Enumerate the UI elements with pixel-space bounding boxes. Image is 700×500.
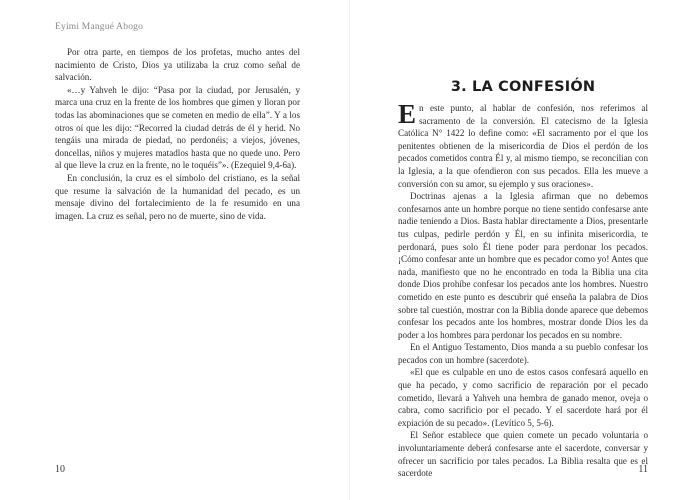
opening-paragraph-text: n este punto, al hablar de confesión, nos referimos al sacramento de la conversión. El catecismo de la Iglesia Católica N° 1422 lo define como: «El sacramento por el que los penitentes obtienen de la misericordia de Dios el perdón de los pecados cometidos contra Él y, al mismo tiempo, se reconcilian con la Iglesia, a la que ofendieron con sus pecados. Ella les mueve a conversión con su amor, su ejemplo y sus oraciones». [398, 103, 648, 189]
left-body-text [55, 46, 300, 222]
right-page [350, 0, 700, 500]
paragraph: En conclusión, la cruz es el símbolo del cristiano, es la señal que resume la salvación de la humanidad del pecado, es un mensaje divino del fortalecimiento de la fe resumido en una imagen. La cruz es señal, pero no de muerte, sino de vida. [55, 172, 300, 221]
paragraph: Doctrinas ajenas a la Iglesia afirman que no debemos confesarnos ante un hombre porque no tiene sentido confesarse ante nadie teniendo a Dios. Basta hablar directamente a Dios, presentarle tus culpas, pedirle perdón y Él, en su infinita misericordia, te perdonará, pues solo Él tiene poder para perdonar los pecados. ¡Cómo confesar ante un hombre que es pecador como yo! Antes que nada, manifiesto que no he encontrado en toda la Biblia una cita donde Dios prohíbe confesar los pecados ante los hombres. Nuestro cometido en este punto es descubrir qué enseña la palabra de Dios sobre tal cuestión, mostrar con la Biblia donde aparece que debemos confesar los pecados ante los hombres, mostrar donde Dios les da poder a los hombres para perdonar los pecados en su nombre. [398, 191, 648, 340]
running-head: Eyimi Mangué Abogo [55, 22, 144, 32]
paragraph: «…y Yahveh le dijo: “Pasa por la ciudad, por Jerusalén, y marca una cruz en la frente de los hombres que gimen y lloran por todas las abominaciones que se cometen en medio de ella”. Y a los otros oí que les dijo: “Recorred la ciudad detrás de él y herid. No tengáis una mirada de piedad, no perdonéis; a viejos, jóvenes, doncellas, niños y mujeres matadlos hasta que no quede uno. Pero al que lleve la cruz en la frente, no le toquéis”». (Ezequiel 9,4-6a). [55, 84, 300, 171]
paragraph: «El que es culpable en uno de estos casos confesará aquello en que ha pecado, y como sacrificio de reparación por el pecado cometido, llevará a Yahveh una hembra de ganado menor, oveja o cabra, como sacrificio por el pecado. Y el sacerdote hará por él expiación de su pecado». (Levítico 5, 5-6). [398, 367, 648, 428]
paragraph: En el Antiguo Testamento, Dios manda a su pueblo confesar los pecados con un hombre (sacerdote). [398, 342, 648, 365]
right-body-text [398, 99, 648, 480]
page-number: 10 [55, 464, 65, 475]
paragraph: El Señor establece que quien comete un pecado voluntaria o involuntariamente deberá confesarse ante el sacerdote, conversar y ofrecer un sacrificio por tales pecados. La Biblia resalta que es el sacerdote [398, 430, 648, 479]
opening-paragraph [398, 99, 648, 190]
page-number: 11 [638, 464, 648, 475]
paragraph: Por otra parte, en tiempos de los profetas, mucho antes del nacimiento de Cristo, Dios ya utilizaba la cruz como señal de salvación. [55, 47, 300, 83]
drop-cap: E [398, 99, 417, 129]
chapter-title: 3. LA CONFESIÓN [450, 79, 596, 95]
